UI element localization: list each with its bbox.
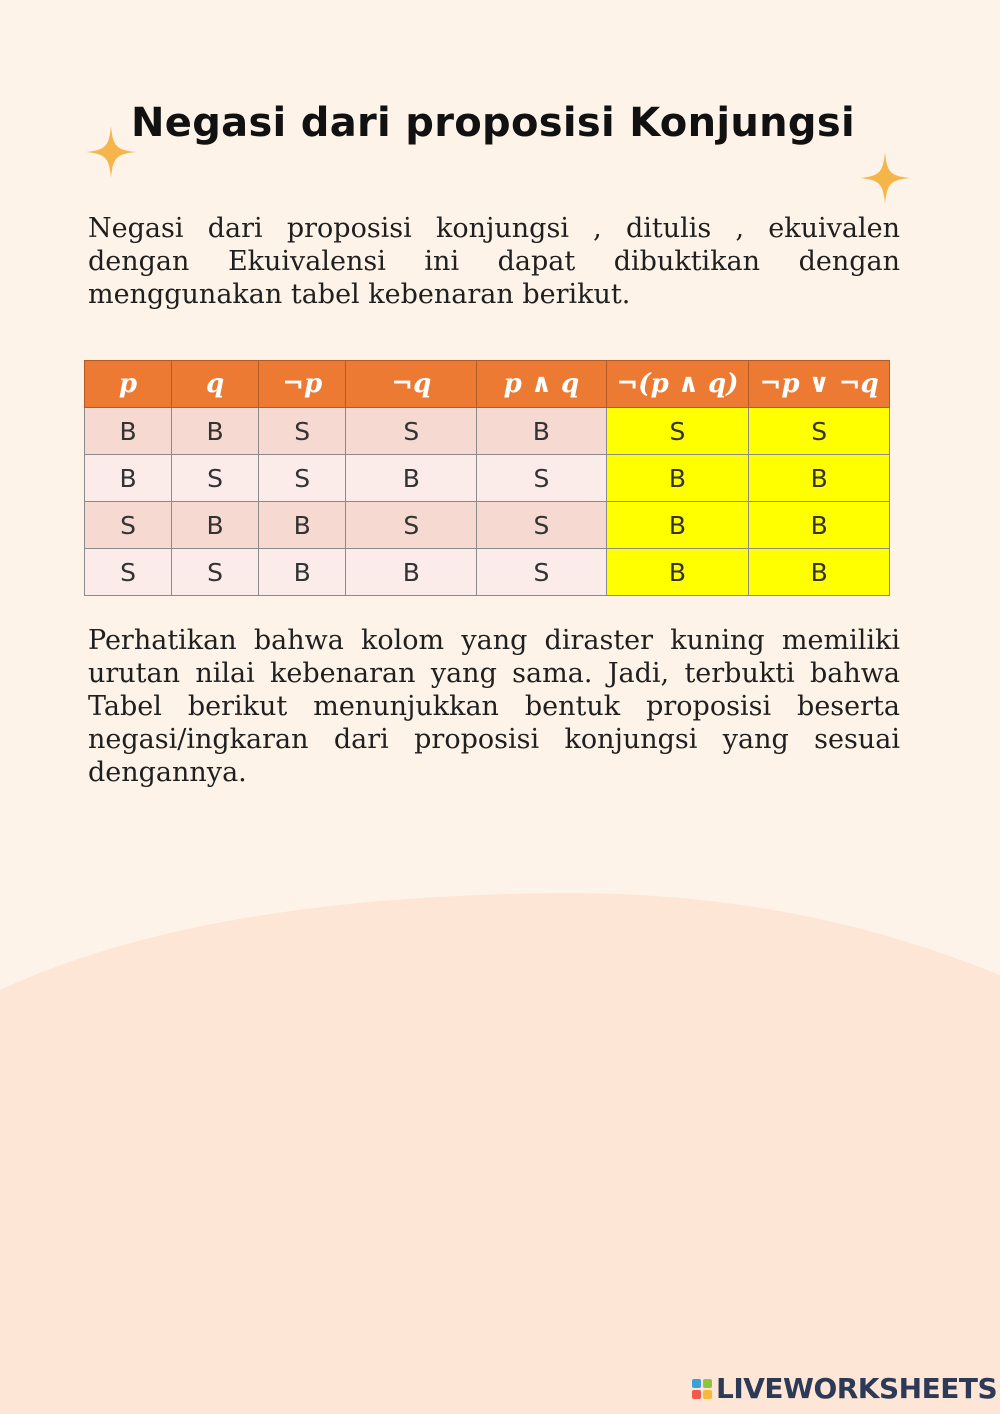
table-cell: S (346, 408, 477, 455)
logo-text: LIVEWORKSHEETS (716, 1372, 998, 1405)
logo-icon (692, 1379, 712, 1399)
table-cell: B (346, 455, 477, 502)
table-cell: B (477, 408, 606, 455)
table-cell: S (477, 502, 606, 549)
highlighted-cell: B (749, 549, 890, 596)
liveworksheets-logo[interactable] (692, 1372, 997, 1405)
table-cell: S (85, 549, 172, 596)
column-header: q (172, 361, 259, 408)
highlighted-cell: S (749, 408, 890, 455)
column-header: ¬(p ∧ q) (606, 361, 749, 408)
table-header-row (85, 361, 890, 408)
highlighted-cell: B (749, 502, 890, 549)
column-header: p (85, 361, 172, 408)
table-cell: B (85, 408, 172, 455)
sparkle-icon (860, 152, 910, 204)
table-cell: B (85, 455, 172, 502)
table-row (85, 455, 890, 502)
column-header: ¬p (259, 361, 346, 408)
table-cell: S (172, 549, 259, 596)
table-row (85, 549, 890, 596)
table-cell: S (85, 502, 172, 549)
highlighted-cell: S (606, 408, 749, 455)
table-cell: B (259, 549, 346, 596)
table-row (85, 408, 890, 455)
table-row (85, 502, 890, 549)
table-cell: S (259, 455, 346, 502)
table-cell: B (172, 502, 259, 549)
table-cell: S (477, 455, 606, 502)
column-header: ¬q (346, 361, 477, 408)
table-cell: B (259, 502, 346, 549)
conclusion-paragraph: Perhatikan bahwa kolom yang diraster kuning memiliki urutan nilai kebenaran yang sama. Jadi, terbukti bahwa Tabel berikut menunjukkan bentuk proposisi beserta negasi/ingkaran dari proposisi konjungsi yang sesuai dengannya. (88, 625, 900, 788)
highlighted-cell: B (606, 502, 749, 549)
page-title: Negasi dari proposisi Konjungsi (131, 100, 855, 146)
highlighted-cell: B (749, 455, 890, 502)
truth-table (84, 360, 890, 596)
highlighted-cell: B (606, 455, 749, 502)
table-cell: B (172, 408, 259, 455)
highlighted-cell: B (606, 549, 749, 596)
table-cell: B (346, 549, 477, 596)
table-cell: S (259, 408, 346, 455)
table-cell: S (477, 549, 606, 596)
table-cell: S (346, 502, 477, 549)
table-cell: S (172, 455, 259, 502)
column-header: p ∧ q (477, 361, 606, 408)
column-header: ¬p ∨ ¬q (749, 361, 890, 408)
intro-paragraph: Negasi dari proposisi konjungsi , ditulis , ekuivalen dengan Ekuivalensi ini dapat dibuktikan dengan menggunakan tabel kebenaran berikut. (88, 213, 900, 310)
